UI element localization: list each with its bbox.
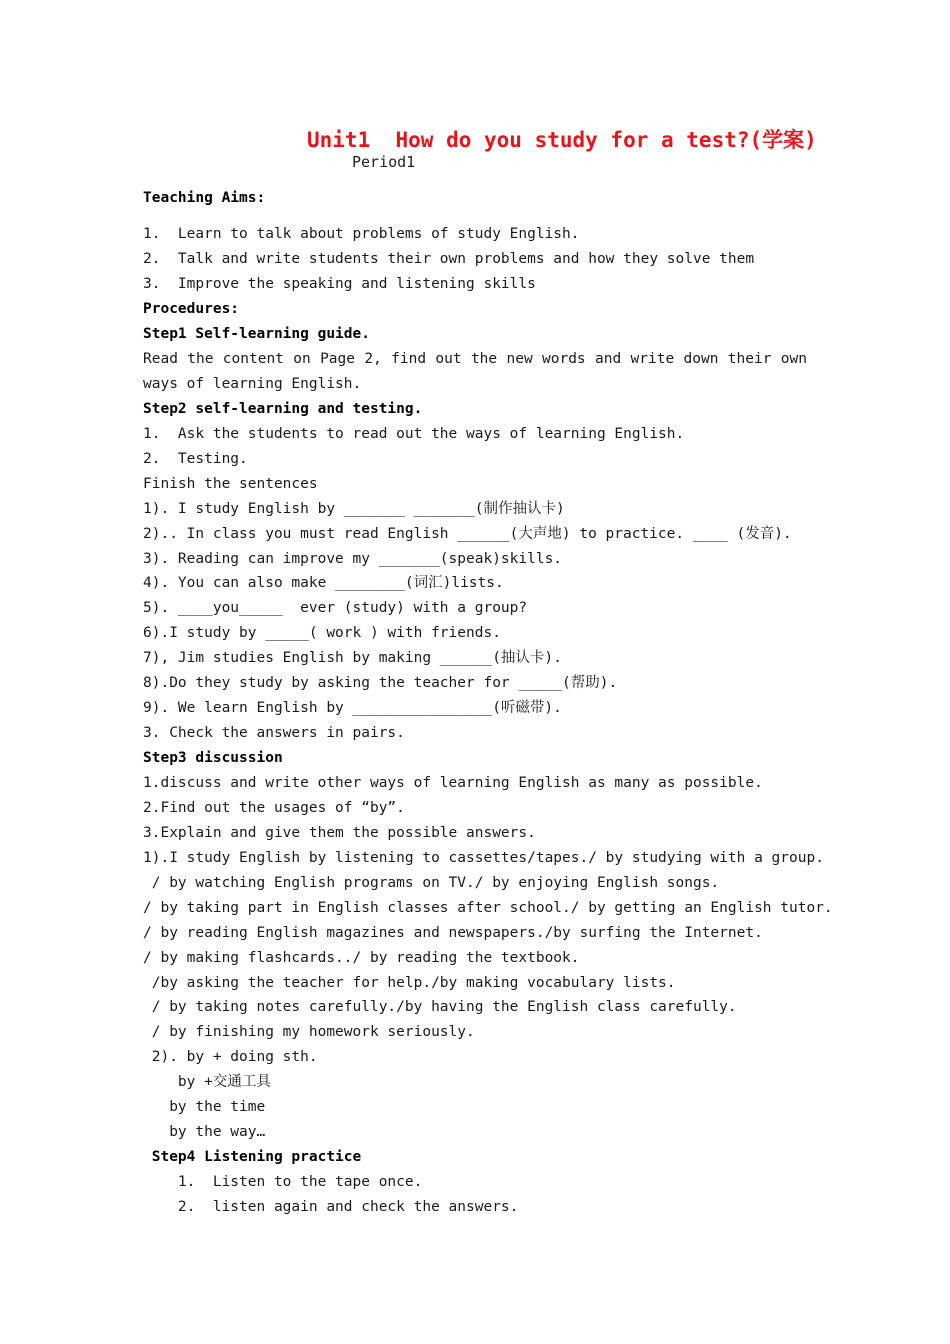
exercise-sentence: 5). ____you_____ ever (study) with a group? xyxy=(143,600,528,616)
step2-item: Finish the sentences xyxy=(143,476,318,492)
step1-heading: Step1 Self-learning guide. xyxy=(143,326,370,342)
exercise-sentence: 4). You can also make ________(词汇)lists. xyxy=(143,575,504,591)
step2-heading: Step2 self-learning and testing. xyxy=(143,401,423,417)
step3-heading: Step3 discussion xyxy=(143,750,283,766)
step4-item: 2. listen again and check the answers. xyxy=(143,1199,519,1215)
exercise-sentence: 9). We learn English by ________________(听磁带). xyxy=(143,700,562,716)
step1-text: ways of learning English. xyxy=(143,376,362,392)
step2-item: 1. Ask the students to read out the ways of learning English. xyxy=(143,426,685,442)
step4-heading: Step4 Listening practice xyxy=(143,1149,362,1165)
answer-line: / by watching English programs on TV./ by enjoying English songs. xyxy=(143,875,720,891)
answer-line: 1).I study English by listening to cassettes/tapes./ by studying with a group. xyxy=(143,850,824,866)
exercise-sentence: 2).. In class you must read English ______(大声地) to practice. ____ (发音). xyxy=(143,526,792,542)
teaching-aim-item: 2. Talk and write students their own problems and how they solve them xyxy=(143,251,755,267)
step4-item: 1. Listen to the tape once. xyxy=(143,1174,423,1190)
page-title: Unit1 How do you study for a test?(学案) xyxy=(307,128,817,152)
teaching-aims-heading: Teaching Aims: xyxy=(143,190,266,206)
usage-line: by the way… xyxy=(143,1124,266,1140)
procedures-heading: Procedures: xyxy=(143,301,240,317)
usage-line: by the time xyxy=(143,1099,266,1115)
step2-item: 2. Testing. xyxy=(143,451,248,467)
exercise-sentence: 6).I study by _____( work ) with friends. xyxy=(143,625,501,641)
usage-line: 2). by + doing sth. xyxy=(143,1049,318,1065)
answer-line: / by making flashcards../ by reading the textbook. xyxy=(143,950,580,966)
answer-line: / by reading English magazines and newspapers./by surfing the Internet. xyxy=(143,925,763,941)
usage-line: by +交通工具 xyxy=(143,1074,271,1090)
step3-item: 2.Find out the usages of “by”. xyxy=(143,800,405,816)
page-subtitle: Period1 xyxy=(352,153,416,171)
exercise-sentence: 7), Jim studies English by making ______(抽认卡). xyxy=(143,650,562,666)
exercise-sentence: 3). Reading can improve my _______(speak)skills. xyxy=(143,551,563,567)
teaching-aim-item: 3. Improve the speaking and listening skills xyxy=(143,276,536,292)
teaching-aim-item: 1. Learn to talk about problems of study English. xyxy=(143,226,580,242)
step3-item: 1.discuss and write other ways of learning English as many as possible. xyxy=(143,775,763,791)
answer-line: / by taking part in English classes after school./ by getting an English tutor. xyxy=(143,900,833,916)
answer-line: / by finishing my homework seriously. xyxy=(143,1024,475,1040)
step2-item: 3. Check the answers in pairs. xyxy=(143,725,405,741)
answer-line: /by asking the teacher for help./by making vocabulary lists. xyxy=(143,975,676,991)
step1-text: Read the content on Page 2, find out the new words and write down their own xyxy=(143,351,807,367)
step3-item: 3.Explain and give them the possible answers. xyxy=(143,825,536,841)
exercise-sentence: 8).Do they study by asking the teacher for _____(帮助). xyxy=(143,675,618,691)
exercise-sentence: 1). I study English by _______ _______(制作抽认卡) xyxy=(143,501,565,517)
answer-line: / by taking notes carefully./by having the English class carefully. xyxy=(143,999,737,1015)
